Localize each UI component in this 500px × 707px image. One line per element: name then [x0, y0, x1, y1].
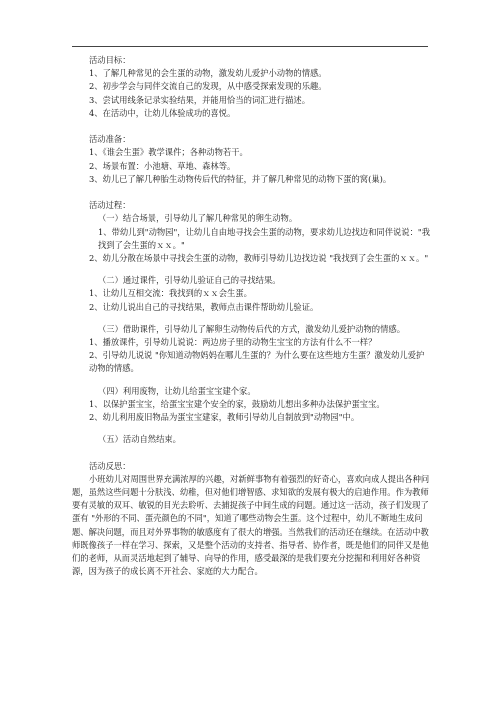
step-title: （三）借助课件，引导幼儿了解卵生动物传后代的方式，激发幼儿爱护动物的情感。 [98, 323, 405, 334]
process-heading: 活动过程： [89, 200, 131, 211]
step-item: 2、幼儿利用废旧物品为蛋宝宝建家，教师引导幼儿自制放到"动物园"中。 [89, 412, 360, 423]
prep-section [72, 133, 430, 186]
header-rule [72, 46, 428, 47]
reflection-section [72, 460, 430, 579]
prep-item: 2、场景布置：小池塘、草地、森林等。 [89, 160, 236, 171]
goal-item: 3、尝试用线条记录实验结果，并能用恰当的词汇进行描述。 [89, 94, 310, 105]
step-title: （五）活动自然结束。 [98, 434, 181, 445]
process-section [72, 199, 430, 446]
step-item: 2、引导幼儿说说 "你知道动物妈妈在哪儿生蛋的？为什么要在这些地方生蛋？激发幼儿爱护动物的情感。 [89, 350, 425, 374]
reflection-text: 小班幼儿对周围世界充满浓厚的兴趣，对新鲜事物有着强烈的好奇心，喜欢向成人提出各种问题，虽然这些问题十分肤浅、幼稚，但对他们增智感、求知欲的发展有极大的启迪作用。作为教师要有灵敏的双耳、敏锐的目光去聆听、去捕捉孩子中间生成的问题。通过这一活动，孩子们发现了蛋有 "外形的不同、蛋壳颜色的不同"，知道了哪些动物会生蛋。这个过程中，幼儿不断地生成问题、解决问题，而且对外界事物的敏感度有了很大的增强。当然我们的活动还在继续。在活动中教师既像孩子一样在学习、探索，又是整个活动的支持者、指导者、协作者，既是他们的同伴又是他们的老师，从而灵活地起到了辅导、向导的作用，感受最深的是我们要充分挖掘和利用好各种资源，因为孩子的成长离不开社会、家庭的大力配合。 [72, 473, 430, 577]
step-item: 1、播放课件，引导幼儿说说：两边房子里的动物生宝宝的方法有什么不一样？ [89, 337, 377, 348]
goals-section [72, 54, 430, 120]
goal-item: 4、在活动中，让幼儿体验成功的喜悦。 [89, 107, 236, 118]
prep-item: 1、《谁会生蛋》教学课件；各种动物若干。 [89, 147, 248, 158]
goal-item: 2、初步学会与同伴交流自己的发现，从中感受探索发现的乐趣。 [89, 81, 327, 92]
reflection-heading: 活动反思： [89, 460, 131, 471]
step-title: （二）通过课件，引导幼儿验证自己的寻找结果。 [98, 275, 281, 286]
step-item: 1、让幼儿互相交流：我找到的ｘｘ会生蛋。 [89, 288, 252, 299]
step-item: 1、以保护蛋宝宝，给蛋宝宝建个安全的家，鼓励幼儿想出多种办法保护蛋宝宝。 [89, 398, 385, 409]
step-item: 1、带幼儿到"动物园"，让幼儿自由地寻找会生蛋的动物，要求幼儿边找边和同伴说说："我找到了会生蛋的ｘｘ。" [98, 226, 431, 250]
lesson-plan-document [72, 54, 430, 578]
prep-heading: 活动准备： [89, 134, 131, 145]
step-item: 2、让幼儿说出自己的寻找结果，教师点击课件帮助幼儿验证。 [89, 301, 319, 312]
goals-heading: 活动目标： [89, 55, 131, 65]
prep-item: 3、幼儿已了解几种胎生动物传后代的特征，并了解几种常见的动物下蛋的窝(巢)。 [89, 173, 392, 184]
goal-item: 1、了解几种常见的会生蛋的动物，激发幼儿爱护小动物的情感。 [89, 68, 327, 79]
step-title: （四）利用废物，让幼儿给蛋宝宝建个家。 [98, 385, 256, 396]
step-item: 2、幼儿分散在场景中寻找会生蛋的动物，教师引导幼儿边找边说 "我找到了会生蛋的ｘｘ。" [89, 253, 429, 264]
step-title: （一）结合场景，引导幼儿了解几种常见的卵生动物。 [98, 213, 298, 224]
